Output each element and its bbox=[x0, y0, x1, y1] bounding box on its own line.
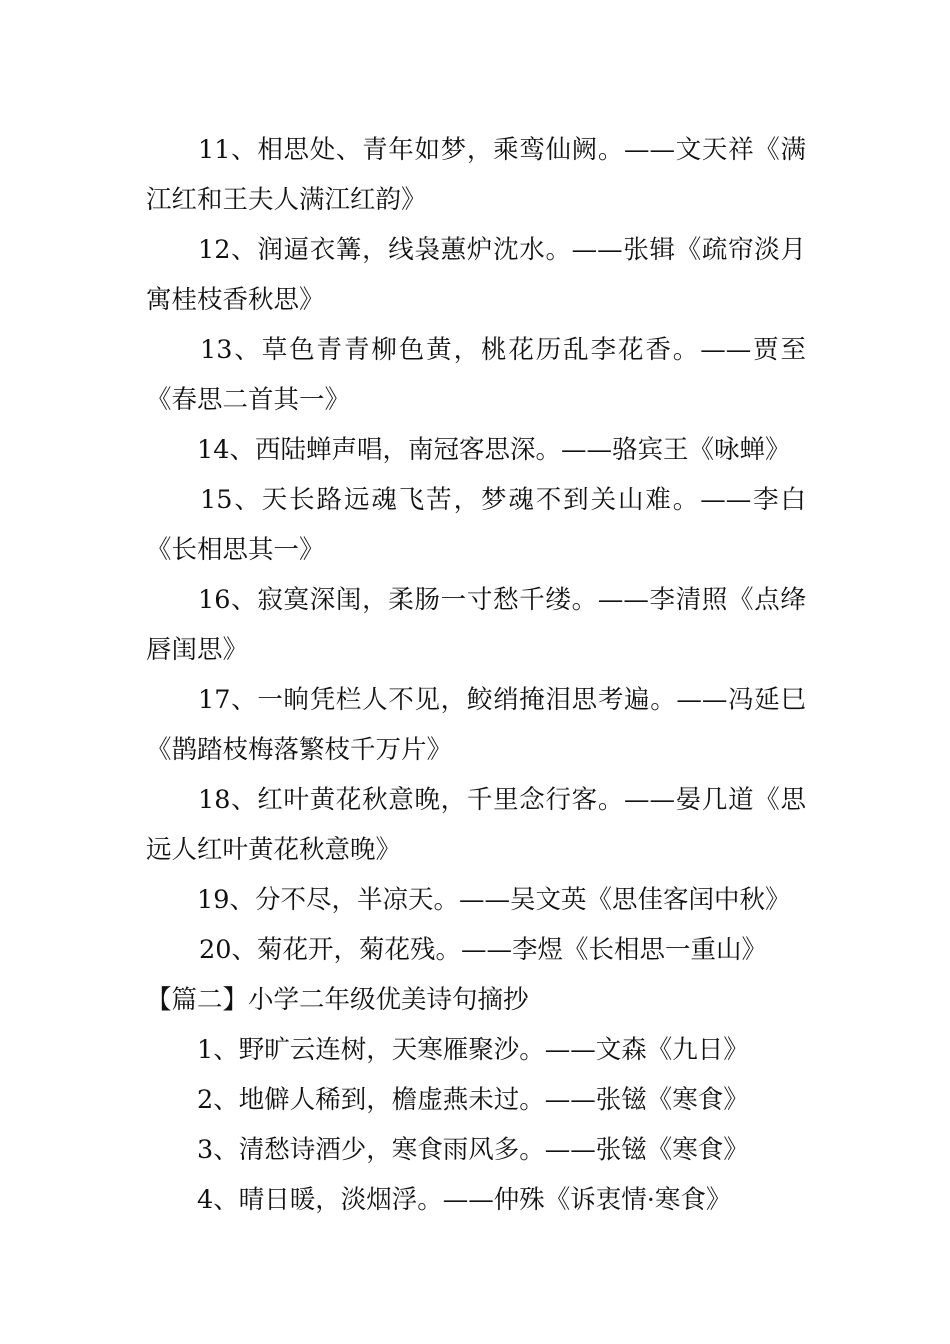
poem-entry-14: 14、西陆蝉声唱，南冠客思深。——骆宾王《咏蝉》 bbox=[197, 435, 791, 465]
poem-line: 17、一晌凭栏人不见，鲛绡掩泪思考遍。——冯延巳 bbox=[198, 685, 806, 715]
poem-entry-12 bbox=[146, 225, 806, 325]
poem-line: 12、润逼衣篝，线袅蕙炉沈水。——张辑《疏帘淡月 bbox=[198, 235, 806, 265]
poem-line-continued: 江红和王夫人满江红韵》 bbox=[146, 185, 427, 215]
poem-line: 11、相思处、青年如梦，乘鸾仙阙。——文天祥《满 bbox=[198, 135, 806, 165]
poem-entry-20: 20、菊花开，菊花残。——李煜《长相思一重山》 bbox=[199, 935, 767, 965]
poem-entry-2-1: 1、野旷云连树，天寒雁聚沙。——文森《九日》 bbox=[197, 1035, 749, 1065]
poem-line-continued: 唇闺思》 bbox=[146, 635, 249, 665]
poem-entry-18 bbox=[146, 775, 806, 875]
poem-entry-15 bbox=[146, 475, 806, 575]
poem-entry-2-4: 4、晴日暖，淡烟浮。——仲殊《诉衷情·寒食》 bbox=[197, 1185, 732, 1215]
poem-entry-17 bbox=[146, 675, 806, 775]
poem-line: 15、天长路远魂飞苦，梦魂不到关山难。——李白 bbox=[200, 485, 806, 515]
poem-entry-2-2: 2、地僻人稀到，檐虚燕未过。——张镃《寒食》 bbox=[197, 1085, 749, 1115]
poem-line: 16、寂寞深闺，柔肠一寸愁千缕。——李清照《点绛 bbox=[198, 585, 806, 615]
poem-entry-13 bbox=[146, 325, 806, 425]
poem-line-continued: 《鹊踏枝梅落繁枝千万片》 bbox=[146, 735, 453, 765]
poem-line: 13、草色青青柳色黄，桃花历乱李花香。——贾至 bbox=[200, 335, 806, 365]
poem-entry-16 bbox=[146, 575, 806, 675]
poem-entry-19: 19、分不尽，半凉天。——吴文英《思佳客闰中秋》 bbox=[197, 885, 791, 915]
section-heading: 【篇二】小学二年级优美诗句摘抄 bbox=[146, 985, 529, 1015]
poem-line-continued: 《春思二首其一》 bbox=[146, 385, 351, 415]
poem-line-continued: 《长相思其一》 bbox=[146, 535, 325, 565]
poem-entry-2-3: 3、清愁诗酒少，寒食雨风多。——张镃《寒食》 bbox=[197, 1135, 749, 1165]
poem-line-continued: 寓桂枝香秋思》 bbox=[146, 285, 325, 315]
poem-line: 18、红叶黄花秋意晚，千里念行客。——晏几道《思 bbox=[198, 785, 806, 815]
poem-line-continued: 远人红叶黄花秋意晚》 bbox=[146, 835, 402, 865]
poem-entry-11 bbox=[146, 125, 806, 225]
